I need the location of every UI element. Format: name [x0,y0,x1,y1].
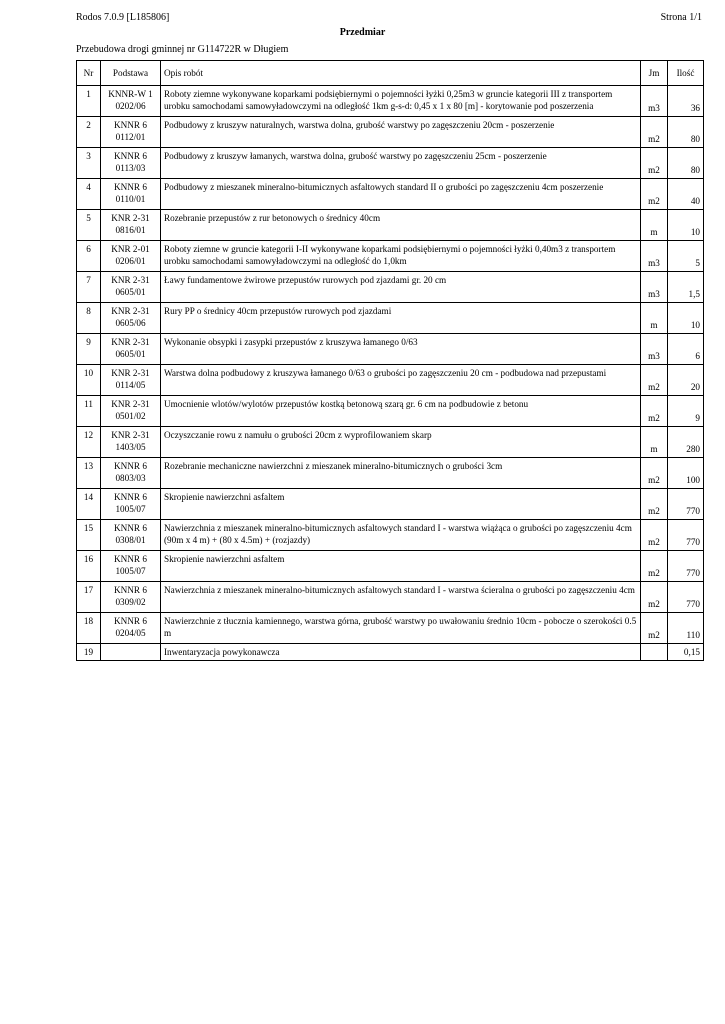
quantity: 10 [690,227,700,237]
base-item: 0112/01 [115,132,146,142]
quantity-cell [668,365,704,396]
base-item: 1005/07 [115,566,146,576]
quantity: 280 [686,444,700,454]
row-number-cell [77,303,101,334]
quantity: 110 [686,630,700,640]
table-row [77,117,704,148]
quantity-cell [668,489,704,520]
unit-cell [641,551,668,582]
description-cell [161,210,641,241]
unit: m2 [648,630,660,640]
base-item: 0308/01 [115,535,146,545]
work-description: Podbudowy z mieszanek mineralno-bitumicznych asfaltowych standard II o grubości po zagęszczeniu 4cm poszerzenie [164,182,604,192]
description-cell [161,458,641,489]
base-code: KNR 2-31 [111,337,150,347]
description-cell [161,272,641,303]
base-item: 0206/01 [115,256,146,266]
row-number-cell [77,210,101,241]
unit-cell [641,613,668,644]
base-cell [101,427,161,458]
quantity-cell [668,644,704,661]
work-description: Podbudowy z kruszyw łamanych, warstwa dolna, grubość warstwy po zagęszczeniu 25cm - poszerzenie [164,151,547,161]
unit-cell [641,117,668,148]
unit-cell [641,334,668,365]
base-item: 0605/01 [115,287,146,297]
description-cell [161,520,641,551]
unit-cell [641,582,668,613]
quantity: 770 [686,568,700,578]
table-row [77,365,704,396]
quantity: 80 [690,165,700,175]
row-number: 18 [83,616,94,626]
quantity-cell [668,303,704,334]
unit-cell [641,86,668,117]
unit-cell [641,520,668,551]
base-item: 0204/05 [115,628,146,638]
row-number-cell [77,148,101,179]
quantity-cell [668,458,704,489]
base-item: 0202/06 [115,101,146,111]
base-code: KNNR-W 1 [108,89,153,99]
description-cell [161,644,641,661]
quantity: 0,15 [683,647,700,657]
description-cell [161,303,641,334]
table-header-row [77,61,704,86]
quantity: 40 [690,196,700,206]
base-cell [101,365,161,396]
row-number-cell [77,334,101,365]
table-row [77,303,704,334]
base-code: KNNR 6 [114,492,147,502]
quantity-cell [668,241,704,272]
quantity-cell [668,272,704,303]
unit-cell [641,272,668,303]
base-item: 0816/01 [115,225,146,235]
unit: m3 [648,258,660,268]
base-code: KNR 2-31 [111,306,150,316]
base-cell [101,644,161,661]
quantity: 80 [690,134,700,144]
description-cell [161,396,641,427]
base-cell [101,396,161,427]
base-code: KNNR 6 [114,585,147,595]
unit-cell [641,148,668,179]
row-number: 5 [86,213,91,223]
quantity-cell [668,210,704,241]
unit: m2 [648,475,660,485]
base-cell [101,148,161,179]
base-code: KNR 2-31 [111,430,150,440]
column-header-description: Opis robót [161,61,641,86]
quantity-cell [668,179,704,210]
description-cell [161,117,641,148]
table-row [77,458,704,489]
unit-cell [641,489,668,520]
document-title: Przedmiar [339,27,386,38]
quantity-cell [668,551,704,582]
base-code: KNNR 6 [114,120,147,130]
unit-cell [641,210,668,241]
row-number-cell [77,117,101,148]
unit: m2 [648,165,660,175]
row-number-cell [77,613,101,644]
quantity-cell [668,86,704,117]
base-code: KNR 2-31 [111,368,150,378]
work-description: Umocnienie wlotów/wylotów przepustów kostką betonową szarą gr. 6 cm na podbudowie z betonu [164,399,529,409]
row-number-cell [77,396,101,427]
unit: m2 [648,537,660,547]
column-header-unit: Jm [641,61,668,86]
base-cell [101,489,161,520]
base-code: KNR 2-31 [111,213,150,223]
unit-cell [641,179,668,210]
base-cell [101,179,161,210]
base-item: 0605/01 [115,349,146,359]
unit: m2 [648,568,660,578]
description-cell [161,179,641,210]
project-title: Przebudowa drogi gminnej nr G114722R w Długiem [76,44,289,55]
bill-of-quantities-table [76,60,704,661]
unit: m2 [648,599,660,609]
row-number: 15 [83,523,94,533]
base-item: 0803/03 [115,473,146,483]
quantity: 6 [695,351,700,361]
work-description: Nawierzchnie z tłucznia kamiennego, warstwa górna, grubość warstwy po uwałowaniu średnio 10cm - pobocze o szerokości 0.5 m [164,616,637,638]
work-description: Roboty ziemne w gruncie kategorii I-II wykonywane koparkami podsiębiernymi o pojemności łyżki 0,40m3 z transportem urobku samochodami samowyładowczymi na odległość do 1,0km [164,244,616,266]
row-number-cell [77,241,101,272]
base-item: 0113/03 [115,163,146,173]
base-code: KNR 2-31 [111,399,150,409]
work-description: Oczyszczanie rowu z namułu o grubości 20cm z wyprofilowaniem skarp [164,430,432,440]
unit: m2 [648,382,660,392]
row-number: 13 [83,461,94,471]
work-description: Skropienie nawierzchni asfaltem [164,554,285,564]
quantity-cell [668,396,704,427]
table-row [77,179,704,210]
quantity: 9 [695,413,700,423]
unit: m3 [648,103,660,113]
row-number-cell [77,582,101,613]
quantity-cell [668,582,704,613]
base-code: KNNR 6 [114,151,147,161]
unit: m2 [648,196,660,206]
table-row [77,86,704,117]
description-cell [161,613,641,644]
column-header-base: Podstawa [101,61,161,86]
work-description: Inwentaryzacja powykonawcza [164,647,280,657]
page-number: Strona 1/1 [660,12,702,23]
description-cell [161,551,641,582]
row-number-cell [77,179,101,210]
table-row [77,210,704,241]
description-cell [161,427,641,458]
base-cell [101,334,161,365]
table-row [77,613,704,644]
base-cell [101,582,161,613]
row-number: 19 [83,647,94,657]
unit: m3 [648,289,660,299]
row-number-cell [77,272,101,303]
table-row [77,427,704,458]
base-code: KNR 2-31 [111,275,150,285]
work-description: Rozebranie przepustów z rur betonowych o średnicy 40cm [164,213,381,223]
table-row [77,148,704,179]
quantity: 770 [686,599,700,609]
quantity: 1,5 [688,289,700,299]
unit-cell [641,644,668,661]
row-number: 4 [86,182,91,192]
table-row [77,520,704,551]
table-row [77,489,704,520]
row-number: 1 [86,89,91,99]
quantity-cell [668,117,704,148]
work-description: Podbudowy z kruszyw naturalnych, warstwa dolna, grubość warstwy po zagęszczeniu 20cm - poszerzenie [164,120,555,130]
description-cell [161,489,641,520]
quantity: 36 [690,103,700,113]
row-number-cell [77,520,101,551]
quantity: 100 [686,475,700,485]
row-number: 11 [84,399,93,409]
table-row [77,551,704,582]
unit: m [650,444,658,454]
row-number-cell [77,427,101,458]
row-number: 14 [83,492,94,502]
base-code: KNNR 6 [114,523,147,533]
unit-cell [641,241,668,272]
row-number: 6 [86,244,91,254]
base-item: 0309/02 [115,597,146,607]
work-description: Warstwa dolna podbudowy z kruszywa łamanego 0/63 o grubości po zagęszczeniu 20 cm - podbudowa nad przepustami [164,368,607,378]
description-cell [161,86,641,117]
row-number: 10 [83,368,94,378]
base-cell [101,210,161,241]
base-cell [101,613,161,644]
base-code: KNNR 6 [114,616,147,626]
base-code: KNNR 6 [114,554,147,564]
base-item: 0501/02 [115,411,146,421]
base-cell [101,272,161,303]
row-number-cell [77,86,101,117]
quantity-cell [668,520,704,551]
base-item: 0114/05 [115,380,146,390]
unit-cell [641,365,668,396]
row-number: 16 [83,554,94,564]
quantity-cell [668,427,704,458]
quantity: 770 [686,537,700,547]
table-row [77,396,704,427]
quantity-cell [668,148,704,179]
quantity: 770 [686,506,700,516]
unit: m2 [648,413,660,423]
table-row [77,272,704,303]
unit-cell [641,396,668,427]
base-cell [101,458,161,489]
quantity-cell [668,613,704,644]
table-row [77,241,704,272]
base-cell [101,86,161,117]
description-cell [161,334,641,365]
unit: m [650,227,658,237]
table-row [77,582,704,613]
unit-cell [641,458,668,489]
row-number: 3 [86,151,91,161]
row-number-cell [77,551,101,582]
row-number: 12 [83,430,94,440]
unit: m2 [648,134,660,144]
base-cell [101,241,161,272]
quantity: 5 [695,258,700,268]
unit-cell [641,303,668,334]
row-number: 2 [86,120,91,130]
unit: m2 [648,506,660,516]
work-description: Wykonanie obsypki i zasypki przepustów z kruszywa łamanego 0/63 [164,337,418,347]
work-description: Rozebranie mechaniczne nawierzchni z mieszanek mineralno-bitumicznych o grubości 3cm [164,461,503,471]
row-number: 7 [86,275,91,285]
base-cell [101,117,161,148]
description-cell [161,365,641,396]
base-code: KNNR 6 [114,461,147,471]
column-header-nr: Nr [77,61,101,86]
description-cell [161,582,641,613]
row-number: 17 [83,585,94,595]
row-number-cell [77,365,101,396]
unit: m3 [648,351,660,361]
description-cell [161,148,641,179]
unit-cell [641,427,668,458]
quantity: 10 [690,320,700,330]
app-version: Rodos 7.0.9 [L185806] [76,12,170,23]
work-description: Rury PP o średnicy 40cm przepustów rurowych pod zjazdami [164,306,392,316]
row-number-cell [77,489,101,520]
table-row [77,644,704,661]
work-description: Nawierzchnia z mieszanek mineralno-bitumicznych asfaltowych standard I - warstwa ścieralna o grubości po zagęszczeniu 4cm [164,585,635,595]
base-cell [101,303,161,334]
base-item: 1005/07 [115,504,146,514]
base-item: 0605/06 [115,318,146,328]
work-description: Ławy fundamentowe żwirowe przepustów rurowych pod zjazdami gr. 20 cm [164,275,447,285]
work-description: Nawierzchnia z mieszanek mineralno-bitumicznych asfaltowych standard I - warstwa wiążąca o grubości po zagęszczeniu 4cm (90m x 4 m) + (80 x 4.5m) + (rozjazdy) [164,523,632,545]
work-description: Skropienie nawierzchni asfaltem [164,492,285,502]
row-number: 9 [86,337,91,347]
base-code: KNR 2-01 [111,244,150,254]
column-header-quantity: Ilość [668,61,704,86]
unit: m [650,320,658,330]
base-cell [101,551,161,582]
base-item: 0110/01 [115,194,146,204]
row-number-cell [77,458,101,489]
base-cell [101,520,161,551]
description-cell [161,241,641,272]
row-number-cell [77,644,101,661]
row-number: 8 [86,306,91,316]
quantity-cell [668,334,704,365]
base-item: 1403/05 [115,442,146,452]
work-description: Roboty ziemne wykonywane koparkami podsiębiernymi o pojemności łyżki 0,25m3 w gruncie kategorii III z transportem urobku samochodami samowyładowczymi na odległość 1km g-s-d: 0,45 x 1 x 80 [m] - korytowanie pod poszerzenia [164,89,613,111]
quantity: 20 [690,382,700,392]
base-code: KNNR 6 [114,182,147,192]
table-row [77,334,704,365]
